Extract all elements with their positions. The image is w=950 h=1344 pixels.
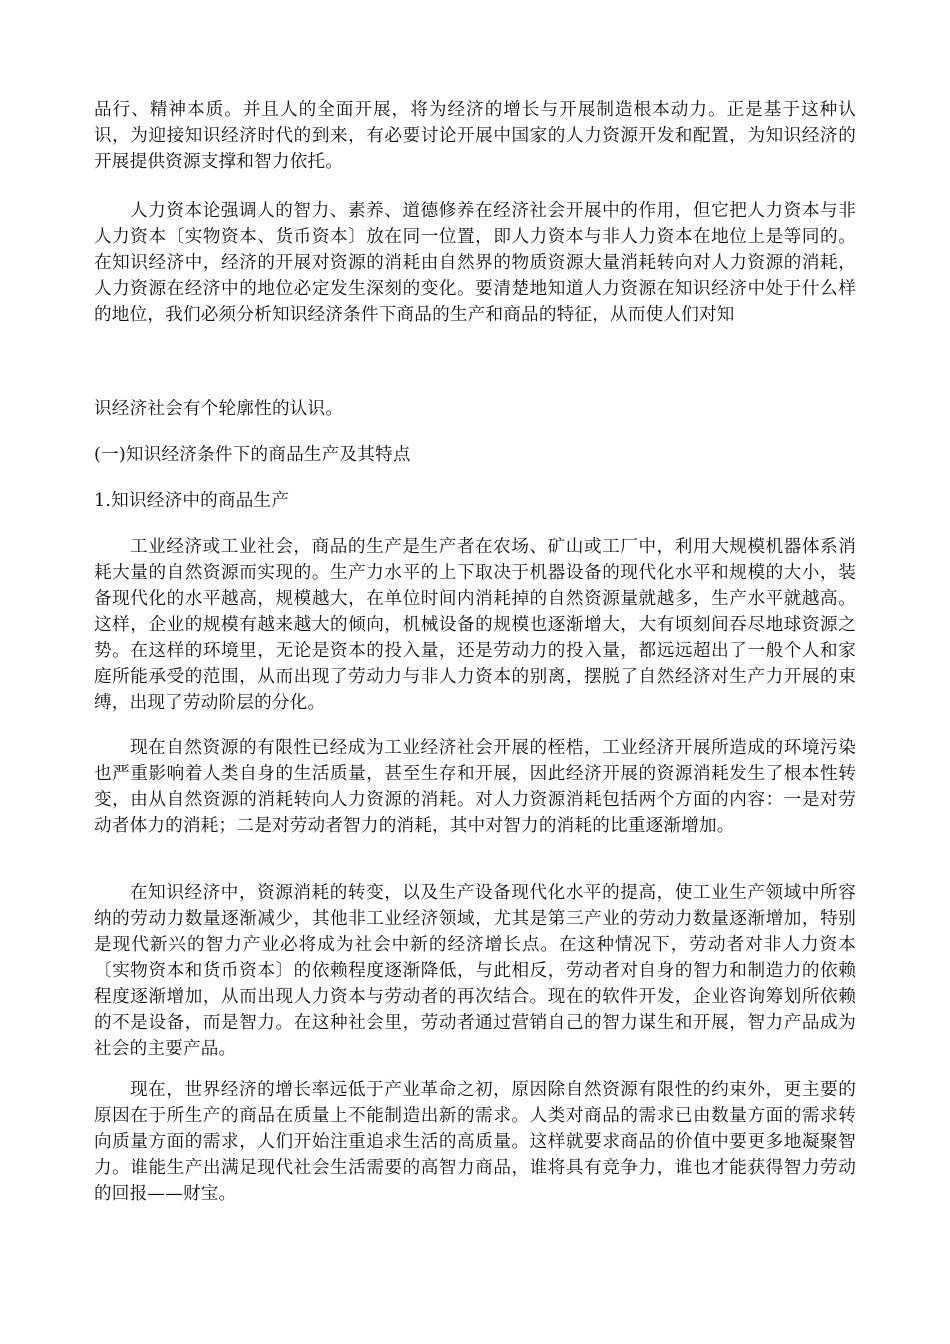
paragraph-industrial-economy: 工业经济或工业社会，商品的生产是生产者在农场、矿山或工厂中，利用大规模机器体系消耗大量的自然资源而实现的。生产力水平的上下取决于机器设备的现代化水平和规模的大小，装备现代化的水平越高，规模越大，在单位时间内消耗掉的自然资源量就越多，生产水平就越高。这样，企业的规模有越来越大的倾向，机械设备的规模也逐渐增大，大有顷刻间吞尽地球资源之势。在这样的环境里，无论是资本的投入量，还是劳动力的投入量，都远远超出了一般个人和家庭所能承受的范围，从而出现了劳动力与非人力资本的别离，摆脱了自然经济对生产力开展的束缚，出现了劳动阶层的分化。 (94, 537, 856, 713)
paragraph-resource-limits: 现在自然资源的有限性已经成为工业经济社会开展的桎梏，工业经济开展所造成的环境污染也严重影响着人类自身的生活质量，甚至生存和开展，因此经济开展的资源消耗发生了根本性转变，由从自然资源的消耗转向人力资源的消耗。对人力资源消耗包括两个方面的内容：一是对劳动者体力的消耗；二是对劳动者智力的消耗，其中对智力的消耗的比重逐渐增加。 (94, 738, 856, 836)
paragraph-outline-recognition: 识经济社会有个轮廓性的认识。 (94, 399, 344, 419)
paragraph-human-capital-theory: 人力资本论强调人的智力、素养、道德修养在经济社会开展中的作用，但它把人力资本与非人力资本〔实物资本、货币资本〕放在同一位置，即人力资本与非人力资本在地位上是等同的。在知识经济中，经济的开展对资源的消耗由自然界的物质资源大量消耗转向对人力资源的消耗，人力资源在经济中的地位必定发生深刻的变化。要清楚地知道人力资源在知识经济中处于什么样的地位，我们必须分析知识经济条件下商品的生产和商品的特征，从而使人们对知 (94, 201, 856, 325)
paragraph-continuation-intro: 品行、精神本质。并且人的全面开展，将为经济的增长与开展制造根本动力。正是基于这种认识，为迎接知识经济时代的到来，有必要讨论开展中国家的人力资源开发和配置，为知识经济的开展提供资源支撑和智力依托。 (94, 100, 856, 172)
paragraph-resource-shift: 在知识经济中，资源消耗的转变，以及生产设备现代化水平的提高，使工业生产领域中所容纳的劳动力数量逐渐减少，其他非工业经济领域，尤其是第三产业的劳动力数量逐渐增加，特别是现代新兴的智力产业必将成为社会中新的经济增长点。在这种情况下，劳动者对非人力资本〔实物资本和货币资本〕的依赖程度逐渐降低，与此相反，劳动者对自身的智力和制造力的依赖程度逐渐增加，从而出现人力资本与劳动者的再次结合。现在的软件开发，企业咨询筹划所依赖的不是设备，而是智力。在这种社会里，劳动者通过营销自己的智力谋生和开展，智力产品成为社会的主要产品。 (94, 883, 856, 1059)
subsection-heading-knowledge-economy-production: 1.知识经济中的商品生产 (94, 491, 290, 511)
section-heading-commodity-production: (一)知识经济条件下的商品生产及其特点 (94, 445, 411, 465)
paragraph-world-economy-growth: 现在，世界经济的增长率远低于产业革命之初，原因除自然资源有限性的约束外，更主要的原因在于所生产的商品在质量上不能制造出新的需求。人类对商品的需求已由数量方面的需求转向质量方面的需求，人们开始注重追求生活的高质量。这样就要求商品的价值中要更多地凝聚智力。谁能生产出满足现代社会生活需要的高智力商品，谁将具有竞争力，谁也才能获得智力劳动的回报——财宝。 (94, 1080, 856, 1204)
